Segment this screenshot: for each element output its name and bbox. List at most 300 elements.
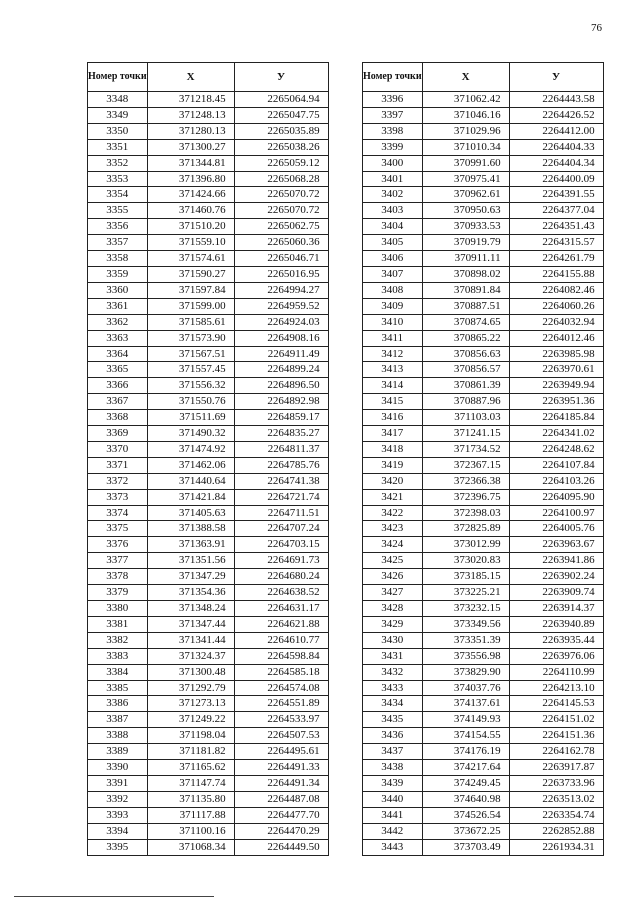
cell-point-number: 3424 (363, 537, 423, 553)
cell-point-number: 3404 (363, 219, 423, 235)
cell-point-number: 3374 (88, 505, 148, 521)
table-row (88, 92, 329, 108)
cell-point-number: 3368 (88, 410, 148, 426)
cell-point-number: 3406 (363, 251, 423, 267)
table-row (363, 521, 604, 537)
cell-point-number: 3395 (88, 839, 148, 855)
page-number: 76 (591, 22, 602, 34)
table-row (363, 601, 604, 617)
cell-point-number: 3396 (363, 92, 423, 108)
table-row (88, 585, 329, 601)
cell-point-number: 3412 (363, 346, 423, 362)
cell-y: 2264691.73 (234, 553, 328, 569)
table-row (88, 473, 329, 489)
cell-point-number: 3443 (363, 839, 423, 855)
cell-x: 371590.27 (147, 266, 234, 282)
cell-x: 371341.44 (147, 632, 234, 648)
cell-y: 2264103.26 (509, 473, 603, 489)
cell-x: 371046.16 (422, 107, 509, 123)
cell-point-number: 3354 (88, 187, 148, 203)
cell-y: 2264185.84 (509, 410, 603, 426)
table-row (363, 266, 604, 282)
cell-point-number: 3357 (88, 235, 148, 251)
cell-point-number: 3423 (363, 521, 423, 537)
table-row (88, 537, 329, 553)
cell-x: 371351.56 (147, 553, 234, 569)
table-row (88, 489, 329, 505)
cell-y: 2264610.77 (234, 632, 328, 648)
footnote-divider (14, 896, 214, 897)
cell-x: 371147.74 (147, 775, 234, 791)
cell-y: 2264598.84 (234, 648, 328, 664)
cell-point-number: 3363 (88, 330, 148, 346)
cell-y: 2264341.02 (509, 426, 603, 442)
cell-y: 2263940.89 (509, 616, 603, 632)
cell-x: 373225.21 (422, 585, 509, 601)
cell-y: 2264477.70 (234, 807, 328, 823)
cell-point-number: 3370 (88, 441, 148, 457)
cell-point-number: 3380 (88, 601, 148, 617)
cell-y: 2264707.24 (234, 521, 328, 537)
cell-x: 374149.93 (422, 712, 509, 728)
table-row (88, 791, 329, 807)
table-row (88, 123, 329, 139)
cell-y: 2264351.43 (509, 219, 603, 235)
cell-x: 371248.13 (147, 107, 234, 123)
cell-x: 371585.61 (147, 314, 234, 330)
cell-x: 371363.91 (147, 537, 234, 553)
table-row (363, 616, 604, 632)
cell-point-number: 3409 (363, 298, 423, 314)
cell-y: 2265070.72 (234, 203, 328, 219)
table-body-left (88, 92, 329, 856)
cell-point-number: 3414 (363, 378, 423, 394)
table-row (363, 585, 604, 601)
cell-x: 373351.39 (422, 632, 509, 648)
table-row (88, 203, 329, 219)
table-row (363, 92, 604, 108)
table-row (88, 378, 329, 394)
cell-y: 2265059.12 (234, 155, 328, 171)
cell-y: 2264721.74 (234, 489, 328, 505)
cell-x: 372367.15 (422, 457, 509, 473)
cell-point-number: 3441 (363, 807, 423, 823)
table-row (363, 505, 604, 521)
table-row (363, 632, 604, 648)
cell-y: 2264155.88 (509, 266, 603, 282)
cell-x: 371135.80 (147, 791, 234, 807)
cell-y: 2264680.24 (234, 569, 328, 585)
table-row (88, 569, 329, 585)
cell-y: 2264095.90 (509, 489, 603, 505)
cell-x: 371462.06 (147, 457, 234, 473)
cell-x: 371388.58 (147, 521, 234, 537)
table-row (363, 807, 604, 823)
cell-x: 373556.98 (422, 648, 509, 664)
cell-x: 372396.75 (422, 489, 509, 505)
cell-point-number: 3382 (88, 632, 148, 648)
cell-x: 372366.38 (422, 473, 509, 489)
cell-y: 2264145.53 (509, 696, 603, 712)
cell-point-number: 3430 (363, 632, 423, 648)
cell-y: 2264631.17 (234, 601, 328, 617)
cell-y: 2262852.88 (509, 823, 603, 839)
cell-point-number: 3390 (88, 760, 148, 776)
cell-x: 371511.69 (147, 410, 234, 426)
cell-y: 2263733.96 (509, 775, 603, 791)
cell-x: 371474.92 (147, 441, 234, 457)
cell-y: 2264032.94 (509, 314, 603, 330)
table-row (88, 282, 329, 298)
table-row (88, 760, 329, 776)
cell-point-number: 3397 (363, 107, 423, 123)
header-y: У (509, 63, 603, 92)
table-row (363, 553, 604, 569)
cell-x: 373020.83 (422, 553, 509, 569)
table-row (363, 251, 604, 267)
cell-y: 2263970.61 (509, 362, 603, 378)
cell-x: 371599.00 (147, 298, 234, 314)
cell-y: 2264012.46 (509, 330, 603, 346)
table-row (363, 712, 604, 728)
cell-point-number: 3351 (88, 139, 148, 155)
table-row (88, 807, 329, 823)
cell-x: 371440.64 (147, 473, 234, 489)
table-row (88, 298, 329, 314)
table-row (88, 410, 329, 426)
cell-y: 2264551.89 (234, 696, 328, 712)
cell-y: 2265068.28 (234, 171, 328, 187)
cell-y: 2264491.33 (234, 760, 328, 776)
cell-x: 371347.44 (147, 616, 234, 632)
cell-x: 371181.82 (147, 744, 234, 760)
cell-y: 2264859.17 (234, 410, 328, 426)
cell-point-number: 3422 (363, 505, 423, 521)
cell-y: 2263985.98 (509, 346, 603, 362)
cell-point-number: 3350 (88, 123, 148, 139)
cell-y: 2263976.06 (509, 648, 603, 664)
cell-x: 370991.60 (422, 155, 509, 171)
cell-x: 374137.61 (422, 696, 509, 712)
cell-point-number: 3403 (363, 203, 423, 219)
cell-y: 2264638.52 (234, 585, 328, 601)
header-point-number: Номер точки (88, 63, 148, 92)
cell-x: 371273.13 (147, 696, 234, 712)
cell-y: 2264005.76 (509, 521, 603, 537)
cell-point-number: 3410 (363, 314, 423, 330)
cell-point-number: 3359 (88, 266, 148, 282)
cell-x: 371573.90 (147, 330, 234, 346)
cell-point-number: 3388 (88, 728, 148, 744)
cell-point-number: 3355 (88, 203, 148, 219)
cell-y: 2264741.38 (234, 473, 328, 489)
table-row (88, 712, 329, 728)
table-row (363, 107, 604, 123)
cell-x: 371062.42 (422, 92, 509, 108)
cell-y: 2265016.95 (234, 266, 328, 282)
coordinates-table-left (87, 62, 329, 856)
cell-y: 2264449.50 (234, 839, 328, 855)
cell-y: 2264507.53 (234, 728, 328, 744)
table-row (363, 696, 604, 712)
cell-point-number: 3358 (88, 251, 148, 267)
table-row (363, 219, 604, 235)
cell-point-number: 3391 (88, 775, 148, 791)
cell-y: 2263354.74 (509, 807, 603, 823)
cell-point-number: 3402 (363, 187, 423, 203)
cell-x: 372825.89 (422, 521, 509, 537)
cell-x: 374249.45 (422, 775, 509, 791)
cell-x: 374640.98 (422, 791, 509, 807)
header-x: Х (147, 63, 234, 92)
cell-y: 2264491.34 (234, 775, 328, 791)
table-row (363, 791, 604, 807)
cell-point-number: 3384 (88, 664, 148, 680)
cell-point-number: 3377 (88, 553, 148, 569)
cell-point-number: 3362 (88, 314, 148, 330)
cell-point-number: 3369 (88, 426, 148, 442)
cell-y: 2264924.03 (234, 314, 328, 330)
cell-x: 371300.48 (147, 664, 234, 680)
cell-point-number: 3433 (363, 680, 423, 696)
cell-y: 2264426.52 (509, 107, 603, 123)
cell-point-number: 3415 (363, 394, 423, 410)
cell-x: 371405.63 (147, 505, 234, 521)
cell-x: 373703.49 (422, 839, 509, 855)
cell-x: 371292.79 (147, 680, 234, 696)
cell-y: 2264100.97 (509, 505, 603, 521)
table-row (88, 441, 329, 457)
cell-x: 371567.51 (147, 346, 234, 362)
cell-y: 2264811.37 (234, 441, 328, 457)
cell-point-number: 3387 (88, 712, 148, 728)
table-row (363, 473, 604, 489)
cell-point-number: 3375 (88, 521, 148, 537)
cell-y: 2263902.24 (509, 569, 603, 585)
cell-point-number: 3373 (88, 489, 148, 505)
cell-x: 374217.64 (422, 760, 509, 776)
cell-y: 2264711.51 (234, 505, 328, 521)
cell-y: 2264391.55 (509, 187, 603, 203)
cell-point-number: 3437 (363, 744, 423, 760)
table-row (88, 107, 329, 123)
cell-x: 371510.20 (147, 219, 234, 235)
cell-y: 2263949.94 (509, 378, 603, 394)
coordinates-table-right (362, 62, 604, 856)
cell-y: 2264495.61 (234, 744, 328, 760)
cell-x: 371460.76 (147, 203, 234, 219)
cell-y: 2264151.02 (509, 712, 603, 728)
table-row (363, 298, 604, 314)
cell-x: 370962.61 (422, 187, 509, 203)
table-row (88, 362, 329, 378)
cell-y: 2264896.50 (234, 378, 328, 394)
cell-x: 371597.84 (147, 282, 234, 298)
table-row (363, 346, 604, 362)
table-row (88, 155, 329, 171)
cell-y: 2264248.62 (509, 441, 603, 457)
table-row (363, 664, 604, 680)
cell-x: 370874.65 (422, 314, 509, 330)
cell-x: 370865.22 (422, 330, 509, 346)
cell-y: 2264994.27 (234, 282, 328, 298)
cell-x: 370919.79 (422, 235, 509, 251)
cell-y: 2264404.33 (509, 139, 603, 155)
table-row (88, 266, 329, 282)
table-row (363, 823, 604, 839)
table-row (88, 251, 329, 267)
table-header-row (363, 63, 604, 92)
table-row (363, 314, 604, 330)
cell-point-number: 3417 (363, 426, 423, 442)
cell-x: 371100.16 (147, 823, 234, 839)
table-row (363, 171, 604, 187)
table-body-right (363, 92, 604, 856)
table-row (88, 346, 329, 362)
cell-point-number: 3398 (363, 123, 423, 139)
cell-point-number: 3353 (88, 171, 148, 187)
cell-x: 373829.90 (422, 664, 509, 680)
table-row (363, 457, 604, 473)
table-row (88, 648, 329, 664)
table-row (363, 760, 604, 776)
table-row (363, 187, 604, 203)
cell-point-number: 3420 (363, 473, 423, 489)
cell-x: 371354.36 (147, 585, 234, 601)
cell-y: 2264315.57 (509, 235, 603, 251)
cell-point-number: 3366 (88, 378, 148, 394)
cell-y: 2264835.27 (234, 426, 328, 442)
cell-y: 2264213.10 (509, 680, 603, 696)
table-row (88, 664, 329, 680)
table-row (363, 155, 604, 171)
cell-x: 373672.25 (422, 823, 509, 839)
table-row (88, 696, 329, 712)
table-row (363, 394, 604, 410)
cell-y: 2264487.08 (234, 791, 328, 807)
cell-y: 2264470.29 (234, 823, 328, 839)
cell-x: 371574.61 (147, 251, 234, 267)
cell-y: 2263917.87 (509, 760, 603, 776)
table-row (88, 839, 329, 855)
table-row (88, 235, 329, 251)
cell-y: 2264908.16 (234, 330, 328, 346)
cell-point-number: 3434 (363, 696, 423, 712)
cell-y: 2264533.97 (234, 712, 328, 728)
cell-x: 371324.37 (147, 648, 234, 664)
cell-y: 2263963.67 (509, 537, 603, 553)
cell-x: 370950.63 (422, 203, 509, 219)
table-row (88, 394, 329, 410)
cell-x: 371103.03 (422, 410, 509, 426)
cell-y: 2264703.15 (234, 537, 328, 553)
cell-x: 371734.52 (422, 441, 509, 457)
cell-x: 370975.41 (422, 171, 509, 187)
cell-y: 2265046.71 (234, 251, 328, 267)
cell-x: 371344.81 (147, 155, 234, 171)
cell-y: 2264151.36 (509, 728, 603, 744)
table-row (363, 282, 604, 298)
table-row (88, 728, 329, 744)
cell-y: 2265070.72 (234, 187, 328, 203)
cell-point-number: 3411 (363, 330, 423, 346)
cell-x: 371348.24 (147, 601, 234, 617)
cell-point-number: 3413 (363, 362, 423, 378)
cell-point-number: 3383 (88, 648, 148, 664)
cell-x: 370898.02 (422, 266, 509, 282)
header-y: У (234, 63, 328, 92)
cell-x: 371559.10 (147, 235, 234, 251)
table-row (88, 139, 329, 155)
cell-point-number: 3372 (88, 473, 148, 489)
cell-point-number: 3393 (88, 807, 148, 823)
cell-point-number: 3378 (88, 569, 148, 585)
cell-point-number: 3401 (363, 171, 423, 187)
cell-point-number: 3407 (363, 266, 423, 282)
cell-y: 2263935.44 (509, 632, 603, 648)
cell-x: 371421.84 (147, 489, 234, 505)
cell-point-number: 3399 (363, 139, 423, 155)
cell-x: 371396.80 (147, 171, 234, 187)
cell-point-number: 3376 (88, 537, 148, 553)
table-row (88, 823, 329, 839)
header-x: Х (422, 63, 509, 92)
cell-point-number: 3427 (363, 585, 423, 601)
cell-point-number: 3432 (363, 664, 423, 680)
cell-y: 2264110.99 (509, 664, 603, 680)
cell-y: 2264377.04 (509, 203, 603, 219)
cell-y: 2264107.84 (509, 457, 603, 473)
cell-x: 374176.19 (422, 744, 509, 760)
table-row (363, 489, 604, 505)
cell-y: 2264412.00 (509, 123, 603, 139)
table-row (363, 203, 604, 219)
cell-point-number: 3364 (88, 346, 148, 362)
cell-x: 371490.32 (147, 426, 234, 442)
table-row (88, 553, 329, 569)
cell-point-number: 3371 (88, 457, 148, 473)
table-row (88, 601, 329, 617)
cell-point-number: 3425 (363, 553, 423, 569)
cell-point-number: 3365 (88, 362, 148, 378)
table-row (363, 648, 604, 664)
cell-x: 371068.34 (147, 839, 234, 855)
cell-y: 2265035.89 (234, 123, 328, 139)
cell-x: 374037.76 (422, 680, 509, 696)
cell-point-number: 3361 (88, 298, 148, 314)
cell-y: 2264404.34 (509, 155, 603, 171)
cell-point-number: 3442 (363, 823, 423, 839)
table-row (88, 775, 329, 791)
cell-point-number: 3419 (363, 457, 423, 473)
cell-x: 371241.15 (422, 426, 509, 442)
cell-x: 373232.15 (422, 601, 509, 617)
table-row (363, 839, 604, 855)
cell-x: 370911.11 (422, 251, 509, 267)
cell-point-number: 3389 (88, 744, 148, 760)
cell-x: 370933.53 (422, 219, 509, 235)
table-row (88, 521, 329, 537)
table-row (363, 235, 604, 251)
table-row (363, 441, 604, 457)
table-row (363, 123, 604, 139)
cell-y: 2263941.86 (509, 553, 603, 569)
table-row (88, 426, 329, 442)
cell-y: 2264574.08 (234, 680, 328, 696)
cell-point-number: 3349 (88, 107, 148, 123)
table-row (88, 330, 329, 346)
cell-x: 372398.03 (422, 505, 509, 521)
